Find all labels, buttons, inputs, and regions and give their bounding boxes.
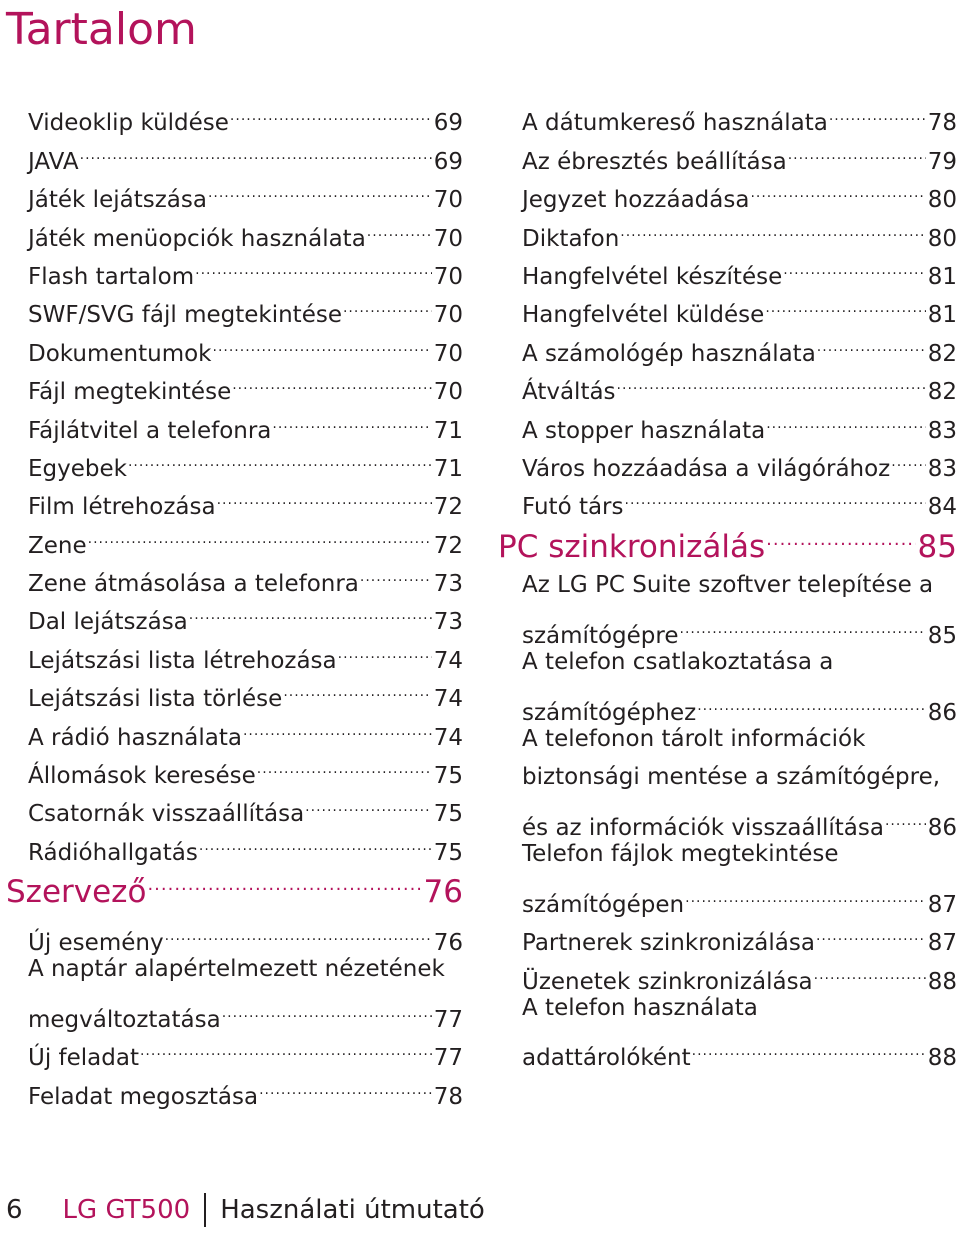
toc-entry-title-line: Telefon fájlok megtekintése bbox=[522, 841, 839, 868]
toc-entry-title: A számológép használata bbox=[522, 340, 816, 367]
dot-leader bbox=[360, 553, 432, 591]
toc-entry-page-number: 74 bbox=[433, 724, 463, 751]
toc-entry-page-number: 74 bbox=[433, 686, 463, 713]
toc-entry-title: Rádióhallgatás bbox=[28, 839, 198, 866]
toc-entry-title: számítógépre bbox=[522, 623, 679, 650]
toc-right-after-list bbox=[522, 566, 957, 1072]
dot-leader bbox=[257, 745, 432, 783]
toc-entry-page-number: 77 bbox=[433, 1045, 463, 1072]
dot-leader bbox=[617, 361, 926, 399]
toc-entry-title: Hangfelvétel küldése bbox=[522, 302, 765, 329]
toc-entry-page-number: 88 bbox=[927, 968, 957, 995]
dot-leader bbox=[165, 912, 432, 950]
toc-entry-page-number: 70 bbox=[433, 302, 463, 329]
dot-leader bbox=[230, 92, 432, 130]
toc-entry-title: Fájlátvitel a telefonra bbox=[28, 417, 272, 444]
toc-entry-page-number: 82 bbox=[927, 340, 957, 367]
footer-model: LG GT500 bbox=[62, 1195, 191, 1225]
dot-leader bbox=[766, 518, 915, 556]
dot-leader bbox=[783, 246, 925, 284]
toc-entry[interactable] bbox=[522, 643, 957, 726]
toc-entry-title: Fájl megtekintése bbox=[28, 379, 232, 406]
dot-leader bbox=[243, 706, 432, 744]
dot-leader bbox=[620, 207, 925, 245]
toc-entry-page-number: 72 bbox=[433, 532, 463, 559]
toc-entry-title: Üzenetek szinkronizálása bbox=[522, 968, 813, 995]
dot-leader bbox=[189, 591, 432, 629]
toc-entry-page-number: 83 bbox=[927, 417, 957, 444]
dot-leader bbox=[259, 1065, 432, 1103]
toc-entry-title-line: A telefon használata bbox=[522, 994, 758, 1021]
toc-entry-page-number: 79 bbox=[927, 148, 957, 175]
toc-entry-title: Lejátszási lista törlése bbox=[28, 686, 283, 713]
toc-entry-title: Jegyzet hozzáadása bbox=[522, 187, 750, 214]
toc-entry-page-number: 70 bbox=[433, 263, 463, 290]
toc-entry-title: számítógépen bbox=[522, 891, 685, 918]
dot-leader bbox=[213, 322, 432, 360]
dot-leader bbox=[338, 629, 432, 667]
dot-leader bbox=[147, 864, 421, 902]
dot-leader bbox=[625, 476, 926, 514]
toc-entry-page-number: 75 bbox=[433, 839, 463, 866]
toc-entry-title-line: A naptár alapértelmezett nézetének bbox=[28, 956, 445, 983]
toc-entry-title: Zene bbox=[28, 532, 87, 559]
dot-leader bbox=[814, 950, 926, 988]
toc-entry-page-number: 83 bbox=[927, 455, 957, 482]
toc-entry-title: és az információk visszaállítása bbox=[522, 815, 884, 842]
toc-entry[interactable] bbox=[522, 566, 957, 650]
toc-entry[interactable] bbox=[28, 169, 463, 214]
toc-entry[interactable] bbox=[522, 835, 957, 918]
toc-entry-page-number: 70 bbox=[433, 379, 463, 406]
toc-entry-title: Város hozzáadása a világórához bbox=[522, 455, 891, 482]
section-title: Szervező bbox=[6, 874, 147, 911]
dot-leader bbox=[195, 246, 432, 284]
toc-right-column bbox=[498, 92, 957, 1072]
dot-leader bbox=[816, 912, 926, 950]
toc-entry-title: adattárolóként bbox=[522, 1045, 691, 1072]
dot-leader bbox=[217, 476, 432, 514]
dot-leader bbox=[232, 361, 432, 399]
toc-entry[interactable] bbox=[522, 720, 957, 842]
page-title: Tartalom bbox=[6, 4, 197, 55]
toc-left-after-list bbox=[28, 912, 463, 1110]
dot-leader bbox=[80, 130, 432, 168]
footer-manual-title: Használati útmutató bbox=[220, 1195, 485, 1225]
toc-entry-title-line: Az LG PC Suite szoftver telepítése a bbox=[522, 572, 934, 599]
toc-entry-page-number: 70 bbox=[433, 187, 463, 214]
toc-entry-title: számítógéphez bbox=[522, 699, 697, 726]
toc-entry-title: Átváltás bbox=[522, 379, 616, 406]
dot-leader bbox=[885, 797, 926, 835]
toc-entry-page-number: 75 bbox=[433, 763, 463, 790]
toc-entry-title: Dokumentumok bbox=[28, 340, 212, 367]
dot-leader bbox=[199, 821, 432, 859]
toc-entry-title: Hangfelvétel készítése bbox=[522, 263, 783, 290]
toc-entry-title: Videoklip küldése bbox=[28, 110, 229, 137]
toc-entry-title: SWF/SVG fájl megtekintése bbox=[28, 302, 342, 329]
toc-entry-title: Az ébresztés beállítása bbox=[522, 148, 787, 175]
toc-entry-page-number: 69 bbox=[433, 110, 463, 137]
toc-entry[interactable] bbox=[28, 950, 463, 1033]
dot-leader bbox=[88, 514, 432, 552]
toc-entry-page-number: 70 bbox=[433, 340, 463, 367]
toc-entry-page-number: 71 bbox=[433, 455, 463, 482]
dot-leader bbox=[305, 783, 432, 821]
footer-divider bbox=[204, 1193, 206, 1227]
dot-leader bbox=[765, 284, 925, 322]
toc-entry-title: Dal lejátszása bbox=[28, 609, 188, 636]
page-footer bbox=[6, 1190, 485, 1230]
toc-entry[interactable] bbox=[522, 92, 957, 137]
dot-leader bbox=[367, 207, 432, 245]
toc-entry-page-number: 75 bbox=[433, 801, 463, 828]
dot-leader bbox=[891, 438, 925, 476]
toc-entry-page-number: 80 bbox=[927, 225, 957, 252]
footer-page-number: 6 bbox=[6, 1195, 23, 1225]
toc-entry-title: Új esemény bbox=[28, 930, 164, 957]
section-page-number: 76 bbox=[423, 874, 463, 911]
dot-leader bbox=[766, 399, 925, 437]
dot-leader bbox=[817, 322, 926, 360]
toc-entry-page-number: 72 bbox=[433, 494, 463, 521]
toc-entry-title: Futó társ bbox=[522, 494, 624, 521]
toc-entry[interactable] bbox=[28, 553, 463, 598]
toc-entry-page-number: 86 bbox=[927, 815, 957, 842]
toc-entry-title-line: A telefonon tárolt információk bbox=[522, 725, 866, 752]
toc-entry-page-number: 77 bbox=[433, 1006, 463, 1033]
dot-leader bbox=[140, 1027, 432, 1065]
toc-entry-title-line: biztonsági mentése a számítógépre, bbox=[522, 764, 941, 791]
dot-leader bbox=[697, 681, 926, 719]
toc-entry-page-number: 86 bbox=[927, 699, 957, 726]
toc-entry-page-number: 87 bbox=[927, 930, 957, 957]
toc-entry-page-number: 82 bbox=[927, 379, 957, 406]
toc-entry-page-number: 78 bbox=[433, 1083, 463, 1110]
toc-entry-page-number: 74 bbox=[433, 647, 463, 674]
toc-entry-title: Feladat megosztása bbox=[28, 1083, 259, 1110]
toc-entry-page-number: 70 bbox=[433, 225, 463, 252]
section-title: PC szinkronizálás bbox=[498, 528, 766, 565]
toc-entry-page-number: 87 bbox=[927, 891, 957, 918]
dot-leader bbox=[685, 873, 926, 911]
toc-entry-title: JAVA bbox=[28, 148, 79, 175]
toc-entry-page-number: 84 bbox=[927, 494, 957, 521]
toc-entry-page-number: 71 bbox=[433, 417, 463, 444]
dot-leader bbox=[692, 1027, 926, 1065]
toc-entry-page-number: 81 bbox=[927, 302, 957, 329]
toc-entry-title: A rádió használata bbox=[28, 724, 242, 751]
toc-entry[interactable] bbox=[28, 130, 463, 175]
dot-leader bbox=[208, 169, 432, 207]
toc-entry[interactable] bbox=[522, 989, 957, 1072]
toc-entry-title: Játék menüopciók használata bbox=[28, 225, 366, 252]
toc-entry-title: Csatornák visszaállítása bbox=[28, 801, 305, 828]
toc-entry-title: Egyebek bbox=[28, 455, 127, 482]
dot-leader bbox=[272, 399, 431, 437]
toc-entry-title: Játék lejátszása bbox=[28, 187, 207, 214]
toc-entry-title: Zene átmásolása a telefonra bbox=[28, 571, 359, 598]
section-page-number: 85 bbox=[917, 528, 957, 565]
toc-entry-title: Diktafon bbox=[522, 225, 620, 252]
dot-leader bbox=[788, 130, 926, 168]
toc-entry-page-number: 69 bbox=[433, 148, 463, 175]
toc-entry[interactable] bbox=[28, 514, 463, 559]
toc-entry-title: Flash tartalom bbox=[28, 263, 195, 290]
toc-entry-title: Film létrehozása bbox=[28, 494, 216, 521]
toc-entry-page-number: 80 bbox=[927, 187, 957, 214]
toc-entry-title: Partnerek szinkronizálása bbox=[522, 930, 815, 957]
toc-right-list bbox=[522, 92, 957, 521]
dot-leader bbox=[222, 989, 432, 1027]
dot-leader bbox=[128, 438, 432, 476]
toc-entry[interactable] bbox=[28, 912, 463, 957]
toc-entry-title: A stopper használata bbox=[522, 417, 766, 444]
toc-entry-title: Új feladat bbox=[28, 1045, 139, 1072]
toc-entry-page-number: 81 bbox=[927, 263, 957, 290]
toc-entry-title-line: A telefon csatlakoztatása a bbox=[522, 649, 834, 676]
toc-entry-page-number: 73 bbox=[433, 571, 463, 598]
toc-left-column bbox=[6, 92, 463, 1110]
dot-leader bbox=[343, 284, 432, 322]
dot-leader bbox=[750, 169, 925, 207]
toc-entry[interactable] bbox=[28, 92, 463, 137]
toc-entry-title: Állomások keresése bbox=[28, 763, 256, 790]
toc-entry-title: A dátumkereső használata bbox=[522, 110, 828, 137]
toc-entry-title: megváltoztatása bbox=[28, 1006, 221, 1033]
dot-leader bbox=[829, 92, 926, 130]
toc-entry-page-number: 88 bbox=[927, 1045, 957, 1072]
toc-entry-title: Lejátszási lista létrehozása bbox=[28, 647, 337, 674]
toc-entry-page-number: 78 bbox=[927, 110, 957, 137]
toc-entry-page-number: 76 bbox=[433, 930, 463, 957]
dot-leader bbox=[680, 605, 926, 643]
toc-left-list bbox=[28, 92, 463, 866]
toc-entry-page-number: 85 bbox=[927, 623, 957, 650]
toc-entry-page-number: 73 bbox=[433, 609, 463, 636]
dot-leader bbox=[283, 668, 431, 706]
